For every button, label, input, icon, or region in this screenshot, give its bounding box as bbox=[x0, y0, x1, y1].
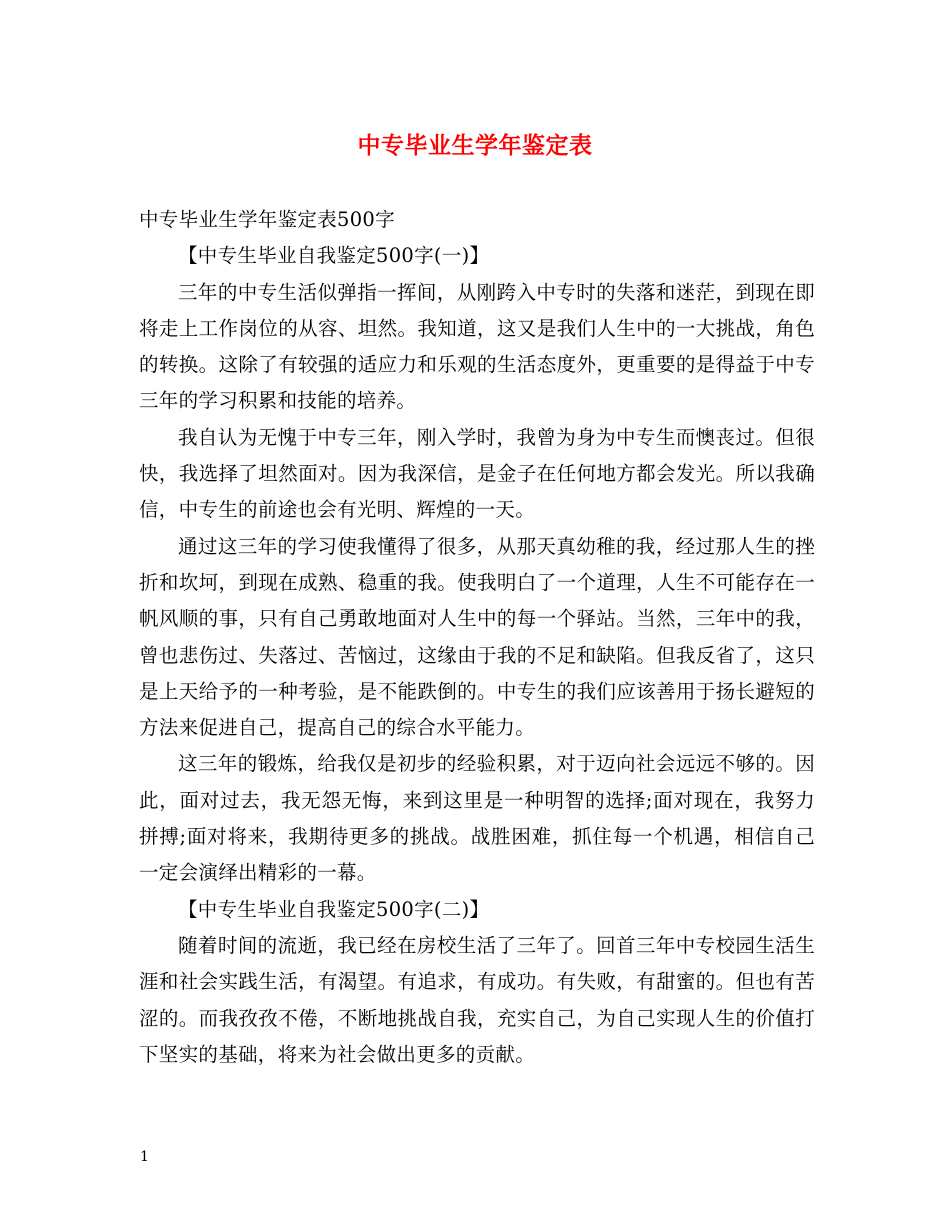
document-subtitle: 中专毕业生学年鉴定表500字 bbox=[139, 208, 395, 231]
body-paragraph: 三年的中专生活似弹指一挥间，从刚跨入中专时的失落和迷茫，到现在即将走上工作岗位的从容、坦然。我知道，这又是我们人生中的一大挑战，角色的转换。这除了有较强的适应力和乐观的生活态度外，更重要的是得益于中专三年的学习积累和技能的培养。 bbox=[139, 280, 815, 413]
body-paragraph: 随着时间的流逝，我已经在房校生活了三年了。回首三年中专校园生活生涯和社会实践生活，有渴望。有追求，有成功。有失败，有甜蜜的。但也有苦涩的。而我孜孜不倦，不断地挑战自我，充实自己，为自己实现人生的价值打下坚实的基础，将来为社会做出更多的贡献。 bbox=[139, 933, 815, 1066]
body-paragraph: 这三年的锻炼，给我仅是初步的经验积累，对于迈向社会远远不够的。因此，面对过去，我无怨无悔，来到这里是一种明智的选择;面对现在，我努力拼搏;面对将来，我期待更多的挑战。战胜困难，抓住每一个机遇，相信自己一定会演绎出精彩的一幕。 bbox=[139, 752, 815, 885]
body-paragraph: 通过这三年的学习使我懂得了很多，从那天真幼稚的我，经过那人生的挫折和坎坷，到现在成熟、稳重的我。使我明白了一个道理，人生不可能存在一帆风顺的事，只有自己勇敢地面对人生中的每一个驿站。当然，三年中的我，曾也悲伤过、失落过、苦恼过，这缘由于我的不足和缺陷。但我反省了，这只是上天给予的一种考验，是不能跌倒的。中专生的我们应该善用于扬长避短的方法来促进自己，提高自己的综合水平能力。 bbox=[139, 534, 815, 740]
section-heading-1: 【中专生毕业自我鉴定500字(一)】 bbox=[178, 244, 490, 268]
body-paragraph: 我自认为无愧于中专三年，刚入学时，我曾为身为中专生而懊丧过。但很快，我选择了坦然面对。因为我深信，是金子在任何地方都会发光。所以我确信，中专生的前途也会有光明、辉煌的一天。 bbox=[139, 425, 815, 522]
page-number: 1 bbox=[140, 1149, 149, 1165]
document-title: 中专毕业生学年鉴定表 bbox=[357, 132, 593, 159]
document-body bbox=[139, 202, 815, 1073]
section-heading-2: 【中专生毕业自我鉴定500字(二)】 bbox=[178, 897, 490, 921]
